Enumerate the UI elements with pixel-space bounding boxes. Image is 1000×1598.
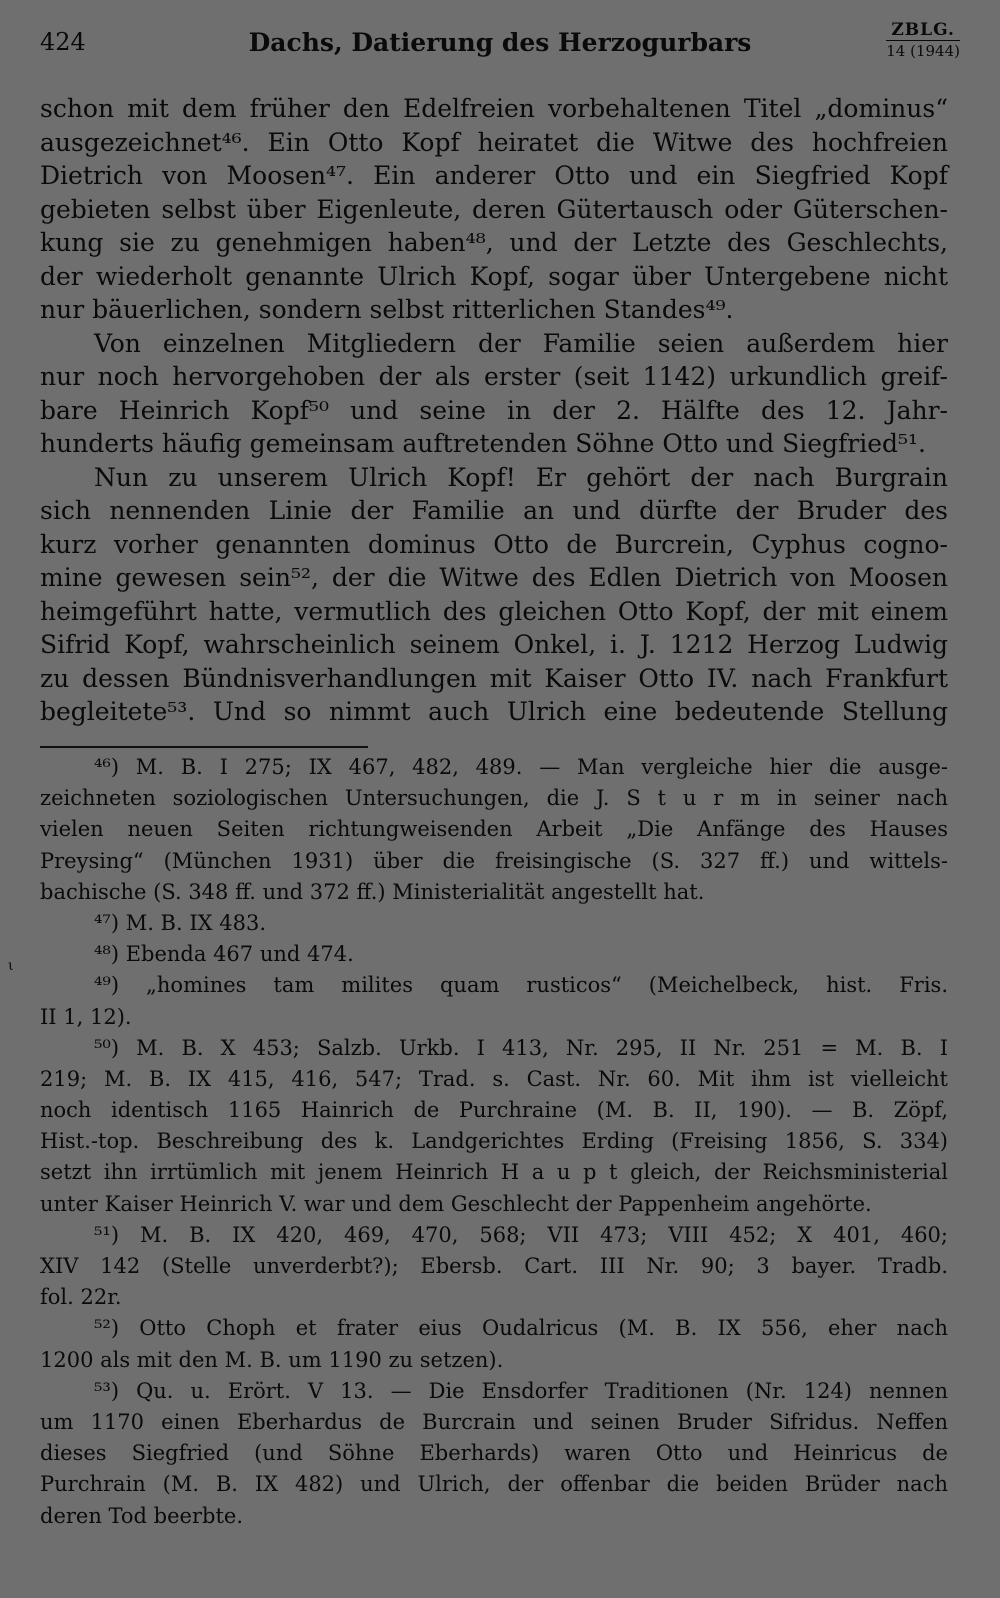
footnote-line: XIV 142 (Stelle unverderbt?); Ebersb. Cart. III Nr. 90; 3 bayer. Tradb. [40, 1254, 948, 1278]
body-line: mine gewesen sein⁵², der die Witwe des Edlen Dietrich von Moosen [40, 563, 948, 592]
body-line: begleitete⁵³. Und so nimmt auch Ulrich eine bedeutende Stellung [40, 697, 948, 726]
journal-abbreviation: ZBLG. [891, 20, 955, 40]
footnote-line: zeichneten soziologischen Untersuchungen, die J. S t u r m in seiner nach [40, 786, 948, 811]
body-text [40, 92, 948, 729]
body-line: bare Heinrich Kopf⁵⁰ und seine in der 2. Hälfte des 12. Jahr- [40, 395, 948, 425]
body-line: schon mit dem früher den Edelfreien vorbehaltenen Titel „dominus“ [40, 94, 948, 123]
footnote-line: dieses Siegfried (und Söhne Eberhards) waren Otto und Heinricus de [40, 1441, 948, 1466]
footnote-line: fol. 22r. [40, 1285, 122, 1310]
footnote-line: ⁴⁸) Ebenda 467 und 474. [94, 942, 354, 967]
page-header [40, 20, 960, 66]
body-line: sich nennenden Linie der Familie an und dürfte der Bruder des [40, 496, 948, 525]
body-line: ausgezeichnet⁴⁶. Ein Otto Kopf heiratet die Witwe des hochfreien [40, 127, 948, 157]
body-line: gebieten selbst über Eigenleute, deren Gütertausch oder Güterschen- [40, 194, 948, 224]
footnote-line: Preysing“ (München 1931) über die freisingische (S. 327 ff.) und wittels- [40, 848, 948, 873]
body-line: kung sie zu genehmigen haben⁴⁸, und der Letzte des Geschlechts, [40, 228, 948, 257]
footnote-line: vielen neuen Seiten richtungweisenden Arbeit „Die Anfänge des Hauses [40, 817, 948, 842]
footnote-divider [40, 746, 368, 748]
footnote-line: ⁵¹) M. B. IX 420, 469, 470, 568; VII 473; VIII 452; X 401, 460; [94, 1222, 948, 1247]
body-line: nur noch hervorgehoben der als erster (seit 1142) urkundlich greif- [40, 362, 948, 391]
footnote-line: ⁵⁰) M. B. X 453; Salzb. Urkb. I 413, Nr. 295, II Nr. 251 = M. B. I [94, 1035, 948, 1060]
footnote-line: setzt ihn irrtümlich mit jenem Heinrich H a u p t gleich, der Reichsministerial [40, 1160, 948, 1185]
footnote-line: ⁴⁹) „homines tam milites quam rusticos“ (Meichelbeck, hist. Fris. [94, 973, 948, 998]
body-line: kurz vorher genannten dominus Otto de Burcrein, Cyphus cogno- [40, 529, 948, 559]
footnote-line: noch identisch 1165 Hainrich de Purchraine (M. B. II, 190). — B. Zöpf, [40, 1098, 948, 1123]
footnote-line: ⁵³) Qu. u. Erört. V 13. — Die Ensdorfer Traditionen (Nr. 124) nennen [94, 1378, 948, 1403]
footnote-line: ⁴⁷) M. B. IX 483. [94, 910, 267, 935]
footnote-line: ⁵²) Otto Choph et frater eius Oudalricus (M. B. IX 556, eher nach [94, 1316, 948, 1341]
footnote-line: II 1, 12). [40, 1004, 132, 1029]
body-line: nur bäuerlichen, sondern selbst ritterlichen Standes⁴⁹. [40, 295, 734, 324]
body-line: Nun zu unserem Ulrich Kopf! Er gehört der nach Burgrain [94, 462, 948, 492]
running-title: Dachs, Datierung des Herzogurbars [248, 28, 752, 57]
footnote-line: deren Tod beerbte. [40, 1503, 243, 1528]
footnote-line: 219; M. B. IX 415, 416, 547; Trad. s. Cast. Nr. 60. Mit ihm ist vielleicht [40, 1066, 948, 1091]
body-line: der wiederholt genannte Ulrich Kopf, sogar über Untergebene nicht [40, 261, 948, 291]
margin-mark: ι [8, 958, 14, 974]
journal-volume: 14 (1944) [886, 42, 960, 60]
footnote-line: Purchrain (M. B. IX 482) und Ulrich, der offenbar die beiden Brüder nach [40, 1472, 948, 1497]
footnote-line: unter Kaiser Heinrich V. war und dem Geschlecht der Pappenheim angehörte. [40, 1191, 872, 1216]
page-number: 424 [40, 28, 86, 56]
footnote-line: um 1170 einen Eberhardus de Burcrain und seinen Bruder Sifridus. Neffen [40, 1409, 948, 1434]
footnote-line: 1200 als mit den M. B. um 1190 zu setzen). [40, 1347, 504, 1372]
body-line: hunderts häufig gemeinsam auftretenden Söhne Otto und Siegfried⁵¹. [40, 429, 926, 458]
body-line: Sifrid Kopf, wahrscheinlich seinem Onkel, i. J. 1212 Herzog Ludwig [40, 630, 948, 659]
body-line: heimgeführt hatte, vermutlich des gleichen Otto Kopf, der mit einem [40, 596, 948, 626]
body-line: Dietrich von Moosen⁴⁷. Ein anderer Otto und ein Siegfried Kopf [40, 161, 948, 190]
body-line: zu dessen Bündnisverhandlungen mit Kaiser Otto IV. nach Frankfurt [40, 663, 948, 693]
journal-reference [886, 20, 960, 61]
footnote-line: ⁴⁶) M. B. I 275; IX 467, 482, 489. — Man vergleiche hier die ausge- [94, 755, 948, 779]
body-line: Von einzelnen Mitgliedern der Familie seien außerdem hier [94, 328, 948, 358]
footnotes [40, 752, 948, 1532]
footnote-line: bachische (S. 348 ff. und 372 ff.) Ministerialität angestellt hat. [40, 879, 705, 904]
footnote-line: Hist.-top. Beschreibung des k. Landgerichtes Erding (Freising 1856, S. 334) [40, 1129, 948, 1154]
